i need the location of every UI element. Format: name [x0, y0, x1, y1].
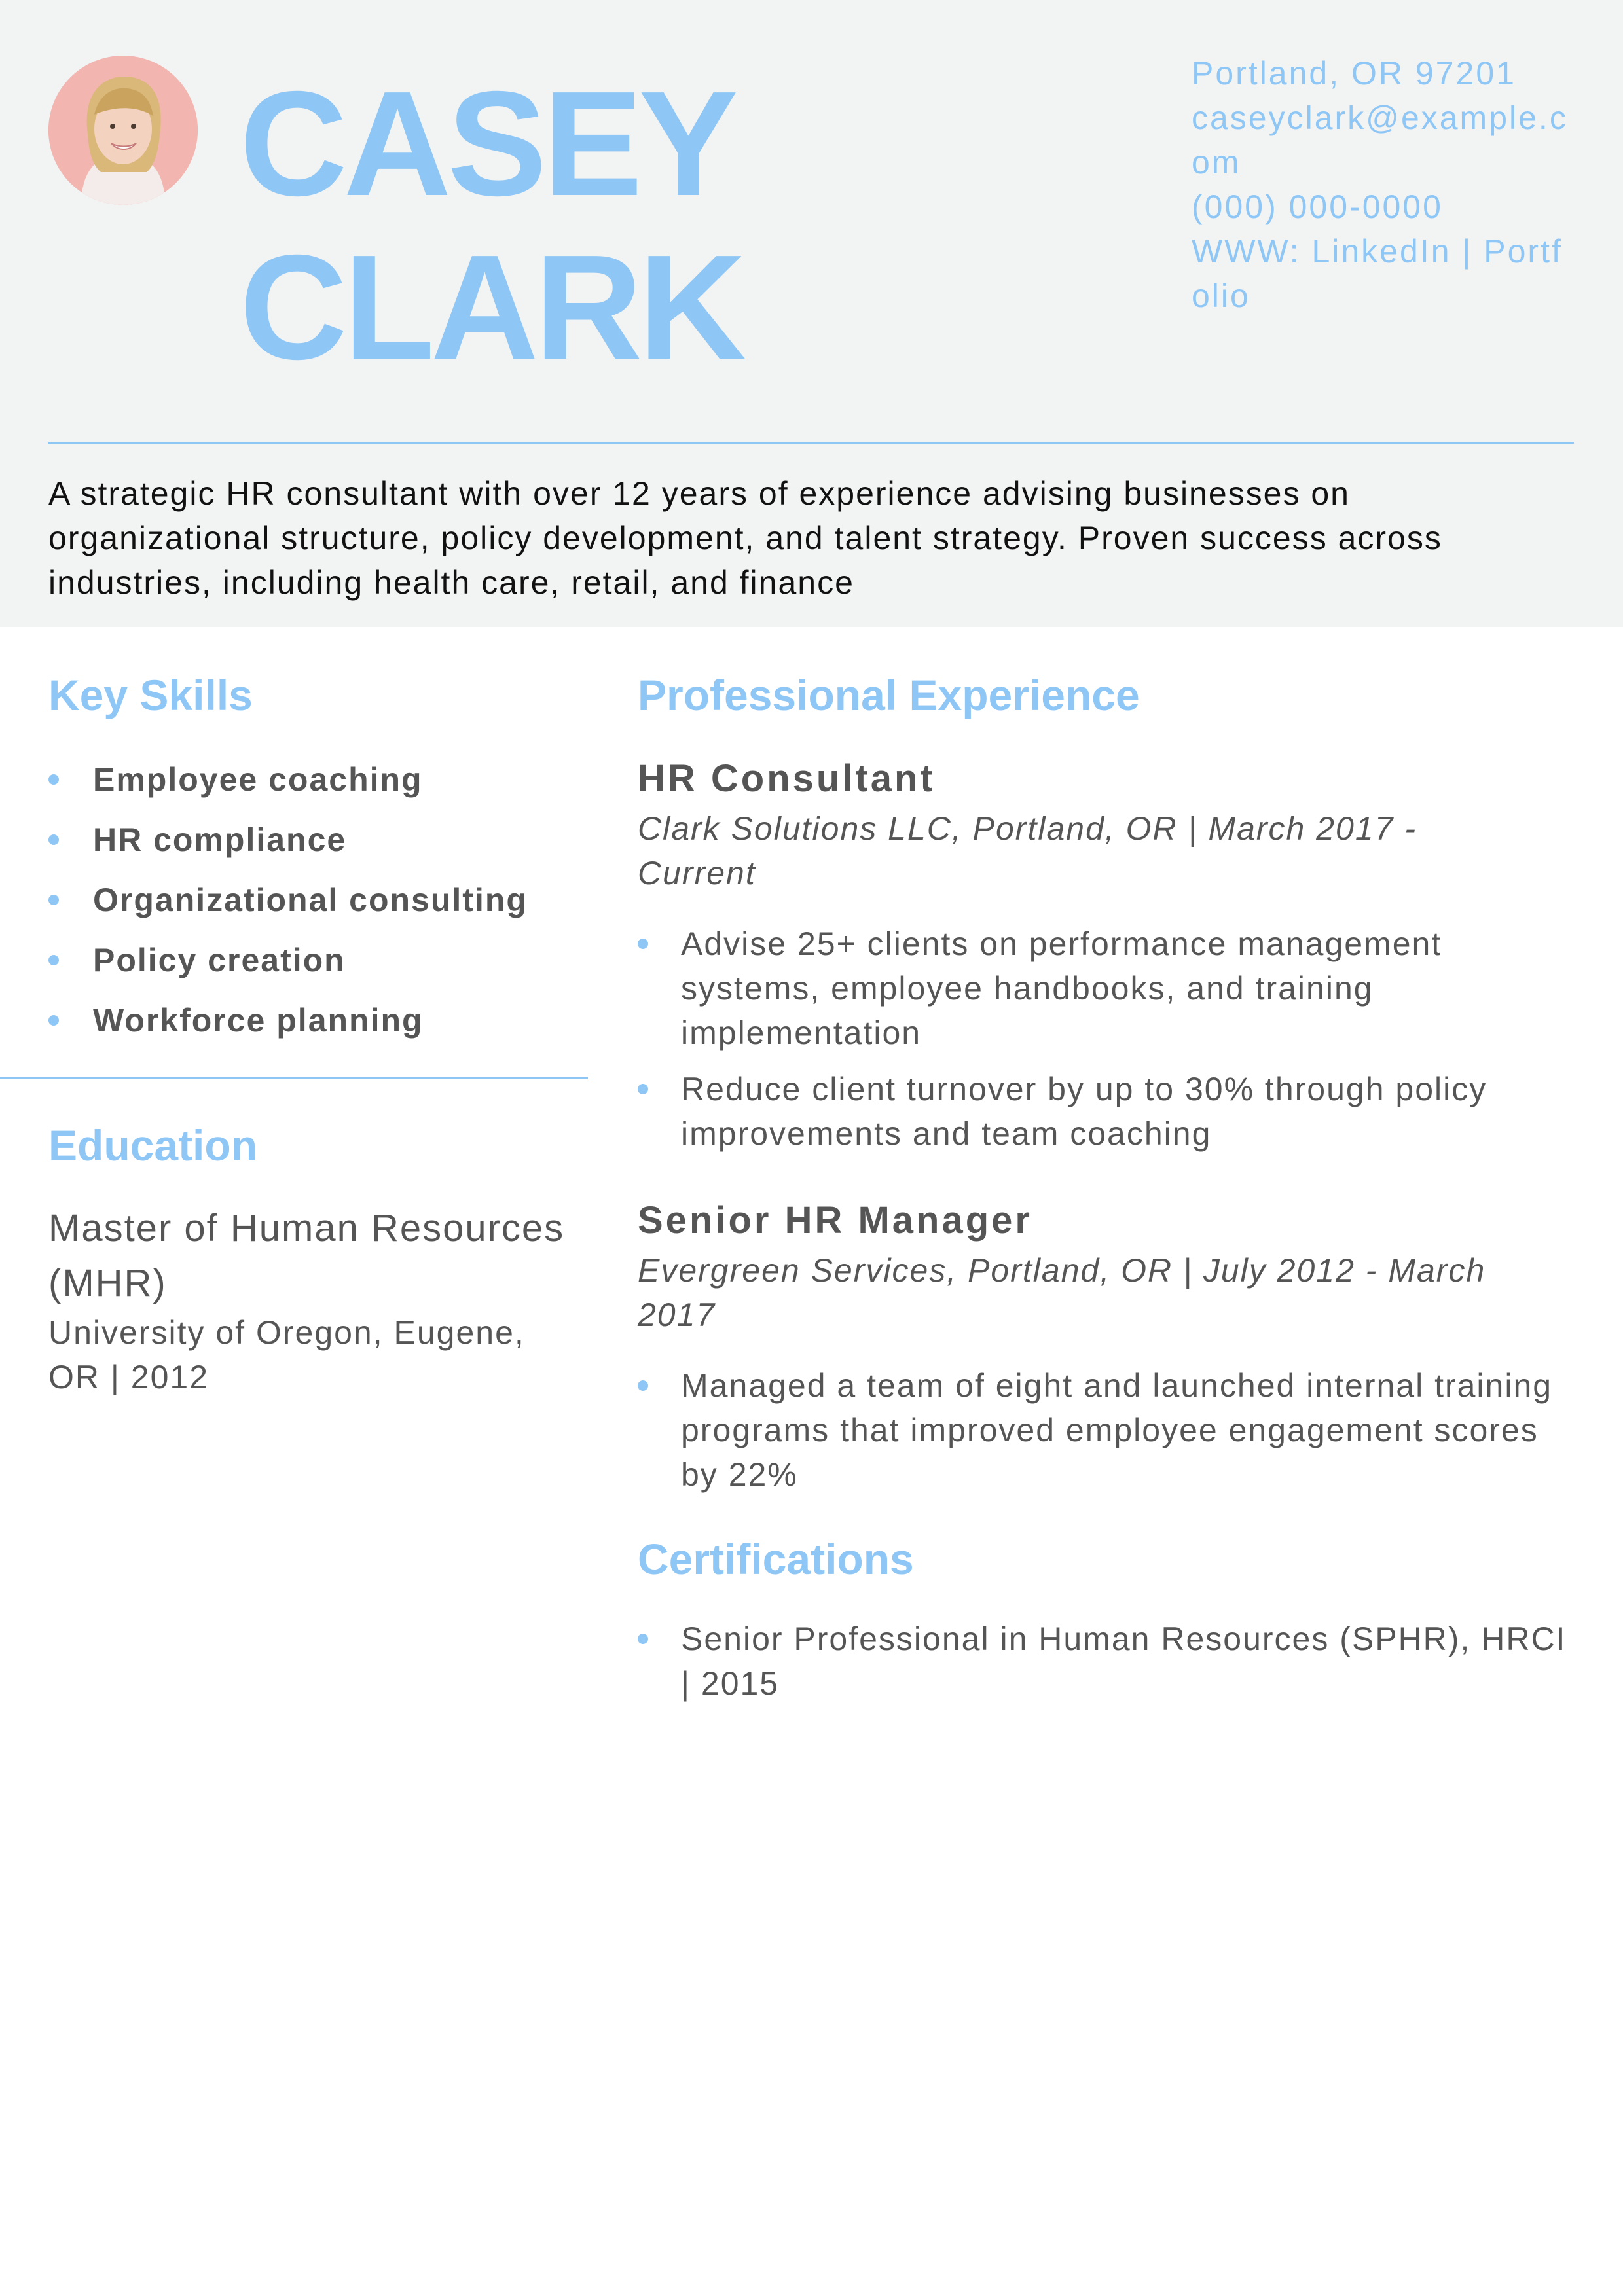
job-title: Senior HR Manager [638, 1199, 1032, 1242]
list-item: Organizational consulting [48, 870, 559, 930]
list-item: HR compliance [48, 810, 559, 870]
job-title: HR Consultant [638, 757, 936, 800]
job-meta: Evergreen Services, Portland, OR | July 2012 - March 2017 [638, 1252, 1486, 1333]
list-item: Senior Professional in Human Resources (SPHR), HRCI | 2015 [638, 1617, 1567, 1706]
contact-address: Portland, OR 97201 [1192, 55, 1516, 92]
bullet-icon [638, 1380, 648, 1391]
contact-web-links[interactable]: WWW: LinkedIn | Portfolio [1192, 233, 1563, 314]
bullet-icon [48, 895, 59, 905]
last-name: CLARK [240, 224, 742, 391]
header-divider [48, 442, 1574, 444]
candidate-name [240, 62, 742, 389]
bullet-icon [48, 1015, 59, 1026]
list-item: Policy creation [48, 930, 559, 990]
list-item: Advise 25+ clients on performance management systems, employee handbooks, and training implementation [638, 922, 1567, 1055]
bullet-icon [48, 834, 59, 845]
job-meta: Clark Solutions LLC, Portland, OR | March 2017 - Current [638, 810, 1417, 891]
bullet-icon [48, 774, 59, 785]
contact-email[interactable]: caseyclark@example.com [1192, 99, 1568, 181]
contact-phone: (000) 000-0000 [1192, 188, 1443, 225]
first-name: CASEY [240, 61, 735, 227]
skills-heading: Key Skills [48, 671, 253, 719]
list-item: Workforce planning [48, 990, 559, 1050]
certifications-list [638, 1617, 1567, 1717]
person-photo-icon [48, 56, 198, 205]
certifications-heading: Certifications [638, 1535, 914, 1583]
job-bullets [638, 922, 1567, 1168]
bullet-icon [638, 1634, 648, 1644]
experience-heading: Professional Experience [638, 671, 1140, 719]
list-item: Reduce client turnover by up to 30% through policy improvements and team coaching [638, 1067, 1567, 1156]
job-bullets [638, 1363, 1567, 1509]
bullet-icon [48, 955, 59, 965]
avatar [48, 56, 198, 205]
professional-summary: A strategic HR consultant with over 12 years of experience advising businesses on organizational structure, policy development, and talent strategy. Proven success across industries, including health care, retail, and finance [48, 475, 1442, 601]
skills-list [48, 749, 559, 1050]
bullet-icon [638, 1084, 648, 1094]
education-degree: Master of Human Resources (MHR) [48, 1207, 565, 1304]
education-heading: Education [48, 1121, 258, 1170]
list-item: Employee coaching [48, 749, 559, 810]
resume-header [0, 0, 1623, 627]
education-school: University of Oregon, Eugene, OR | 2012 [48, 1314, 525, 1395]
contact-info [1192, 51, 1578, 318]
bullet-icon [638, 939, 648, 949]
section-divider [0, 1077, 588, 1079]
list-item: Managed a team of eight and launched internal training programs that improved employee engagement scores by 22% [638, 1363, 1567, 1497]
